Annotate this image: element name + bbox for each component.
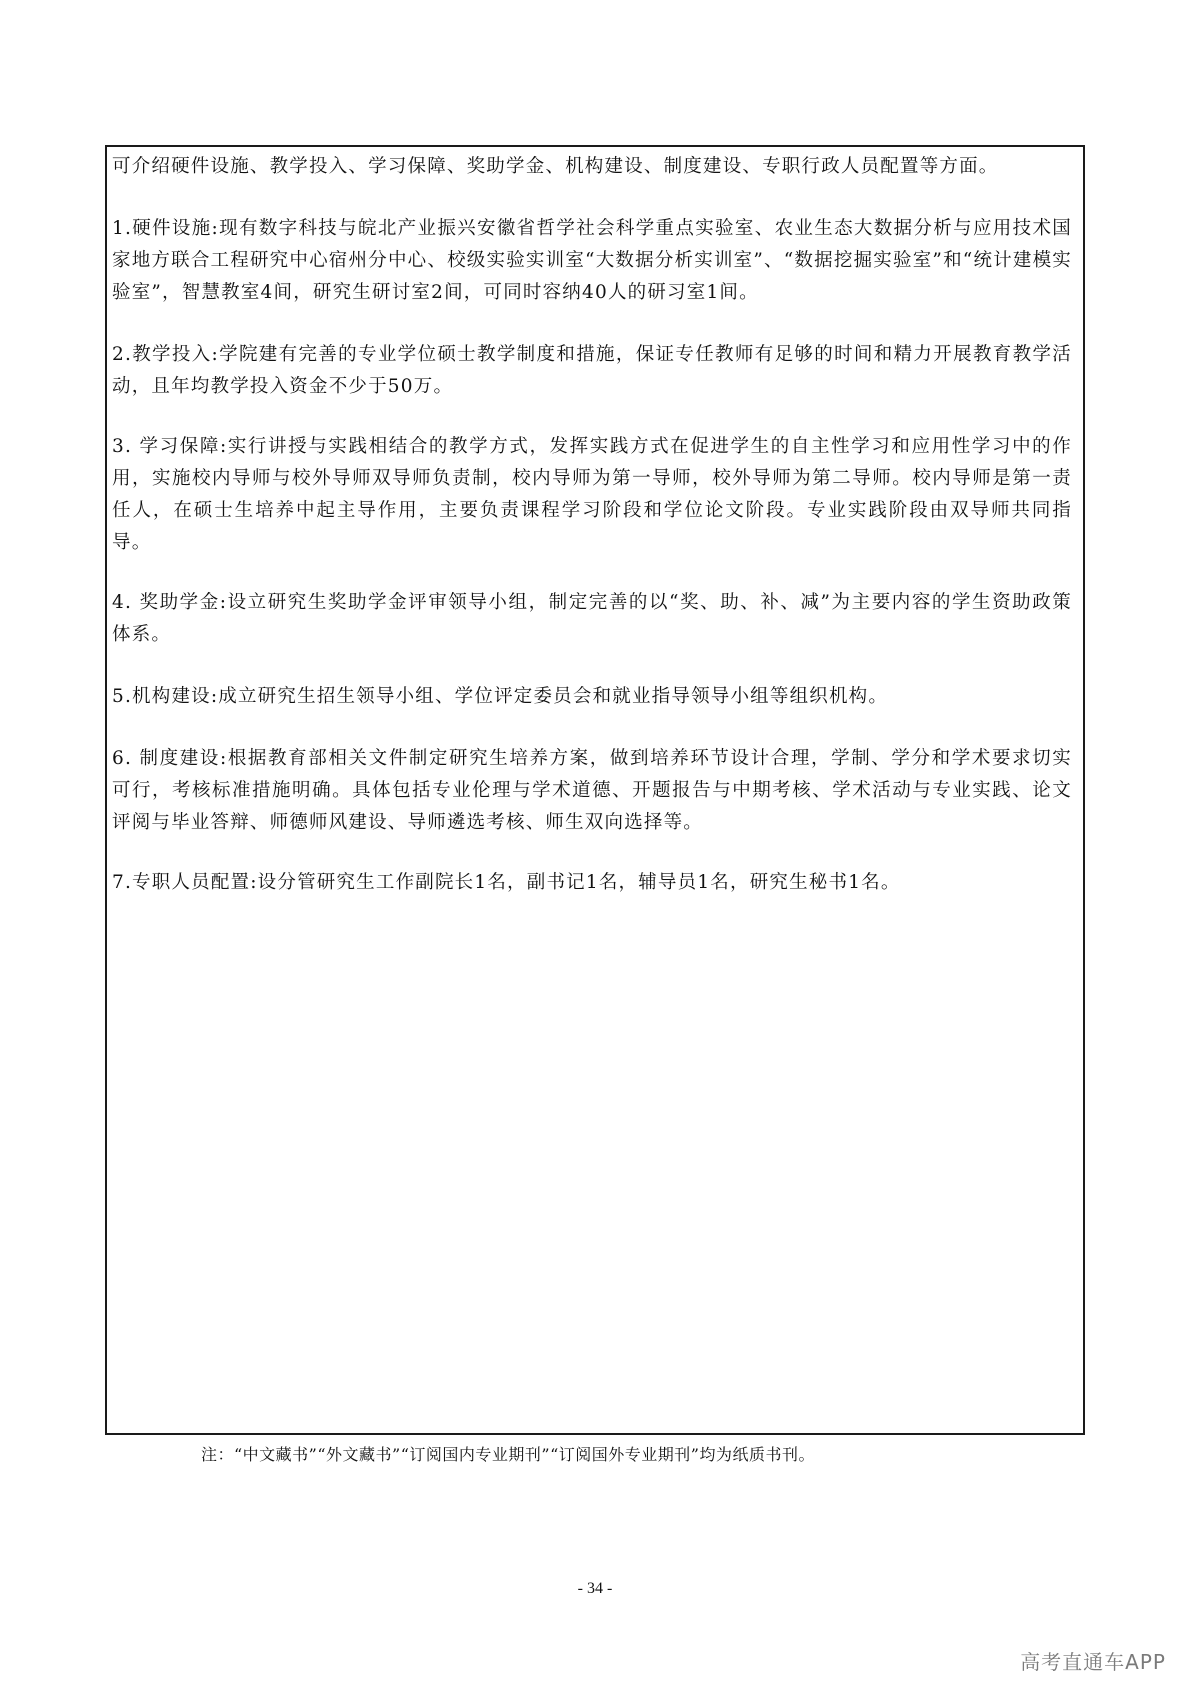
item-scholarships: 4. 奖助学金:设立研究生奖助学金评审领导小组，制定完善的以“奖、助、补、减”为主要内容的学生资助政策体系。 xyxy=(112,592,1072,645)
intro-text: 可介绍硬件设施、教学投入、学习保障、奖助学金、机构建设、制度建设、专职行政人员配置等方面。 xyxy=(112,156,999,177)
item-staffing: 7.专职人员配置:设分管研究生工作副院长1名，副书记1名，辅导员1名，研究生秘书1名。 xyxy=(112,872,901,893)
footnote: 注：“中文藏书”“外文藏书”“订阅国内专业期刊”“订阅国外专业期刊”均为纸质书刊。 xyxy=(201,1445,815,1464)
page-number: - 34 - xyxy=(577,1580,613,1597)
item-institution-building: 6. 制度建设:根据教育部相关文件制定研究生培养方案，做到培养环节设计合理，学制、学分和学术要求切实可行，考核标准措施明确。具体包括专业伦理与学术道德、开题报告与中期考核、学术活动与专业实践、论文评阅与毕业答辩、师德师风建设、导师遴选考核、师生双向选择等。 xyxy=(112,748,1072,833)
watermark: 高考直通车APP xyxy=(1020,1650,1166,1674)
item-hardware: 1.硬件设施:现有数字科技与皖北产业振兴安徽省哲学社会科学重点实验室、农业生态大数据分析与应用技术国家地方联合工程研究中心宿州分中心、校级实验实训室“大数据分析实训室”、“数据挖掘实验室”和“统计建模实验室”，智慧教室4间，研究生研讨室2间，可同时容纳40人的研习室1间。 xyxy=(112,218,1072,303)
content-box xyxy=(105,145,1085,1435)
item-learning-support: 3. 学习保障:实行讲授与实践相结合的教学方式，发挥实践方式在促进学生的自主性学习和应用性学习中的作用，实施校内导师与校外导师双导师负责制，校内导师为第一导师，校外导师为第二导师。校内导师是第一责任人，在硕士生培养中起主导作用，主要负责课程学习阶段和学位论文阶段。专业实践阶段由双导师共同指导。 xyxy=(112,436,1072,553)
item-organization: 5.机构建设:成立研究生招生领导小组、学位评定委员会和就业指导领导小组等组织机构。 xyxy=(112,686,889,707)
item-teaching-investment: 2.教学投入:学院建有完善的专业学位硕士教学制度和措施，保证专任教师有足够的时间和精力开展教育教学活动，且年均教学投入资金不少于50万。 xyxy=(112,344,1072,397)
